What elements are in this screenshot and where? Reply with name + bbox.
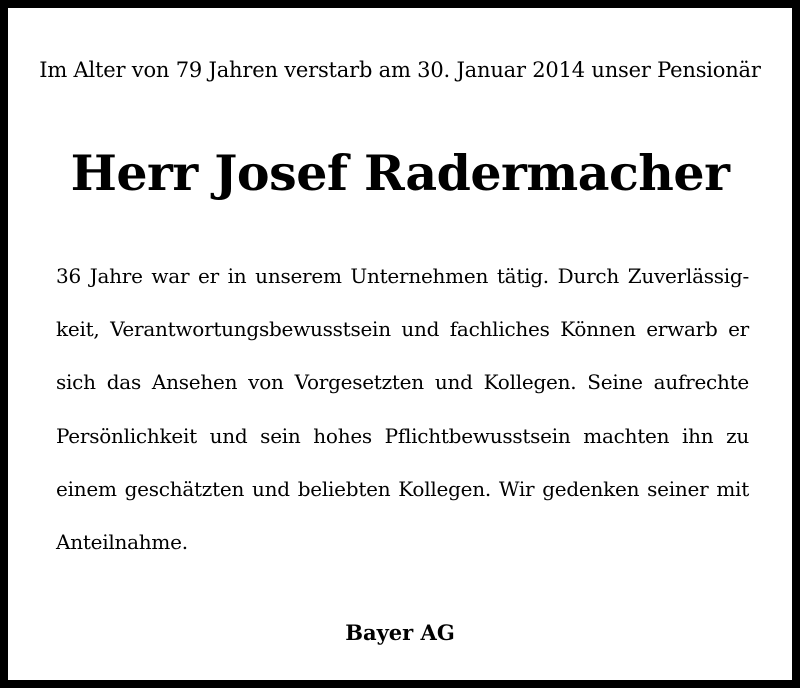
body-line-5: einem geschätzten und beliebten Kollegen. Wir gedenken seiner mit [56,477,749,501]
body-line-6: Anteilnahme. [56,530,188,554]
company-signature: Bayer AG [345,620,455,645]
body-line-1: 36 Jahre war er in unserem Unternehmen tätig. Durch Zuverlässig- [56,264,749,288]
deceased-name: Herr Josef Radermacher [70,144,730,202]
intro-line: Im Alter von 79 Jahren verstarb am 30. Januar 2014 unser Pensionär [39,58,761,82]
body-line-4: Persönlichkeit und sein hohes Pflichtbewusstsein machten ihn zu [56,424,749,448]
body-line-2: keit, Verantwortungsbewusstsein und fachliches Können erwarb er [56,317,749,341]
body-line-3: sich das Ansehen von Vorgesetzten und Kollegen. Seine aufrechte [56,370,749,394]
